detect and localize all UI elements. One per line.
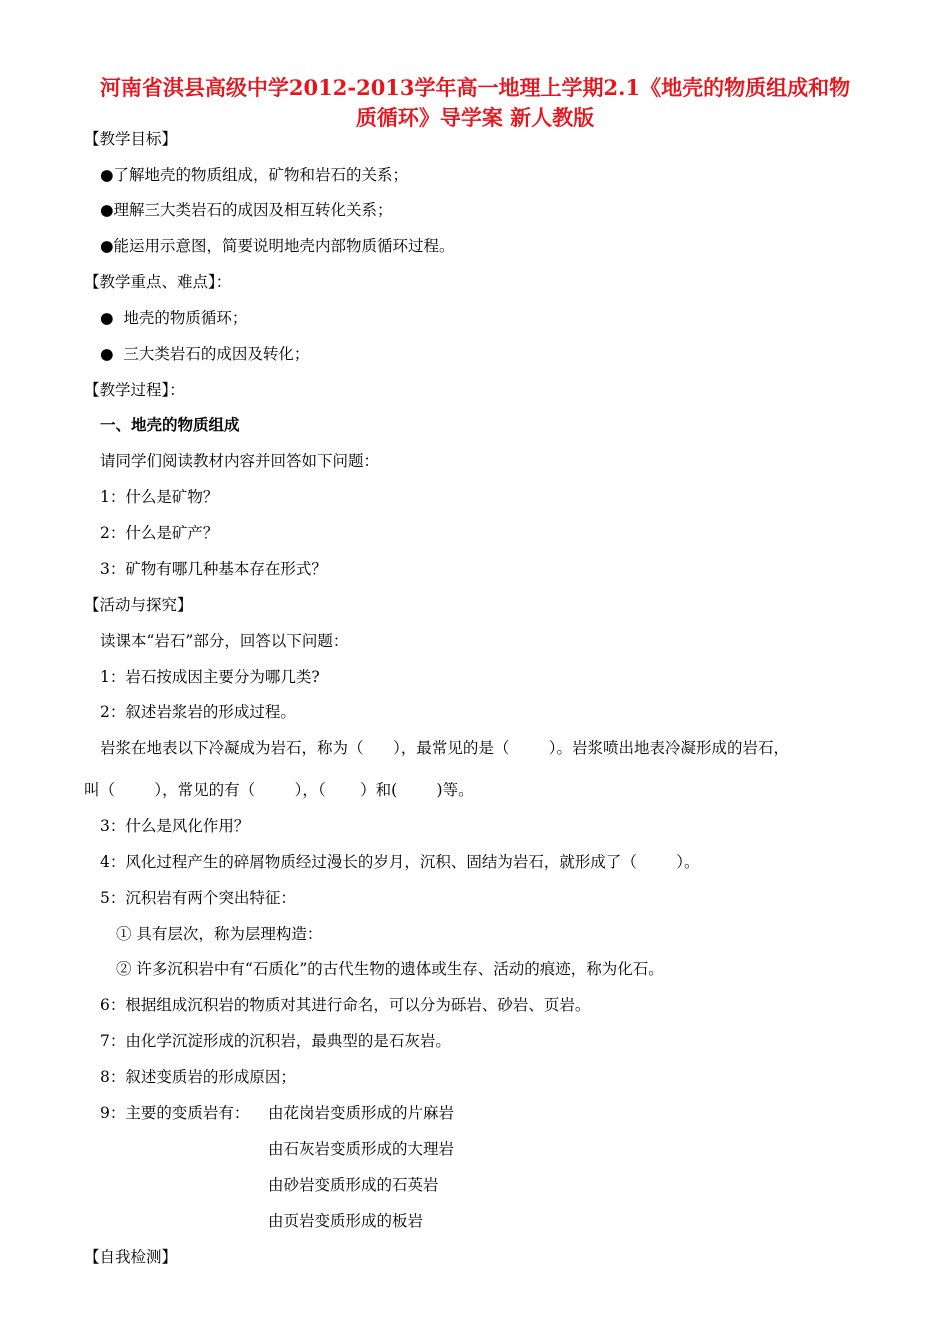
- key-points-heading: 【教学重点、难点】：: [84, 273, 232, 291]
- objectives-heading: 【教学目标】: [84, 130, 178, 148]
- process-heading: 【教学过程】：: [84, 381, 185, 399]
- question-item: 4：风化过程产生的碎屑物质经过漫长的岁月，沉积、固结为岩石，就形成了（ ）。: [100, 853, 700, 871]
- key-point-item: ● 三大类岩石的成因及转化；: [100, 345, 310, 363]
- question-item: 7：由化学沉淀形成的沉积岩，最典型的是石灰岩。: [100, 1032, 451, 1050]
- objective-item: ●理解三大类岩石的成因及相互转化关系；: [100, 201, 393, 219]
- metamorphic-rock-item: 由砂岩变质形成的石英岩: [268, 1176, 439, 1194]
- objective-item: ●能运用示意图，简要说明地壳内部物质循环过程。: [100, 237, 455, 255]
- question-item: 8：叙述变质岩的形成原因；: [100, 1068, 296, 1086]
- key-point-item: ● 地壳的物质循环；: [100, 309, 248, 327]
- question-item: 9：主要的变质岩有：: [100, 1104, 250, 1122]
- metamorphic-rock-item: 由花岗岩变质形成的片麻岩: [268, 1104, 455, 1122]
- question-item: 5：沉积岩有两个突出特征：: [100, 889, 296, 907]
- question-item: 1：什么是矿物？: [100, 488, 219, 506]
- document-title-line-1: 河南省淇县高级中学2012-2013学年高一地理上学期2.1《地壳的物质组成和物: [99, 75, 851, 100]
- question-item: 3：什么是风化作用？: [100, 817, 250, 835]
- activity-heading: 【活动与探究】: [84, 596, 193, 614]
- question-item: 6：根据组成沉积岩的物质对其进行命名，可以分为砾岩、砂岩、页岩。: [100, 996, 591, 1014]
- section-title: 一、地壳的物质组成: [100, 415, 240, 434]
- question-item: 1：岩石按成因主要分为哪几类?: [100, 668, 320, 686]
- document-title-line-2: 质循环》导学案 新人教版: [355, 105, 595, 130]
- feature-item: ① 具有层次，称为层理构造：: [116, 925, 323, 943]
- metamorphic-rock-item: 由石灰岩变质形成的大理岩: [268, 1140, 455, 1158]
- reading-prompt: 请同学们阅读教材内容并回答如下问题：: [100, 452, 380, 470]
- objective-item: ●了解地壳的物质组成，矿物和岩石的关系；: [100, 166, 409, 184]
- question-item: 2：叙述岩浆岩的形成过程。: [100, 703, 296, 721]
- activity-prompt: 读课本“岩石”部分，回答以下问题：: [100, 632, 349, 650]
- metamorphic-rock-item: 由页岩变质形成的板岩: [268, 1212, 424, 1230]
- self-check-heading: 【自我检测】: [84, 1248, 178, 1266]
- feature-item: ② 许多沉积岩中有“石质化”的古代生物的遗体或生存、活动的痕迹，称为化石。: [116, 960, 664, 978]
- question-item: 3：矿物有哪几种基本存在形式？: [100, 560, 327, 578]
- question-item: 2：什么是矿产？: [100, 524, 219, 542]
- fill-in-blank-line: 叫（ ），常见的有（ ），（ ）和( )等。: [84, 781, 474, 799]
- fill-in-blank-line: 岩浆在地表以下冷凝成为岩石，称为（ ），最常见的是（ ）。岩浆喷出地表冷凝形成的岩石，: [100, 739, 789, 757]
